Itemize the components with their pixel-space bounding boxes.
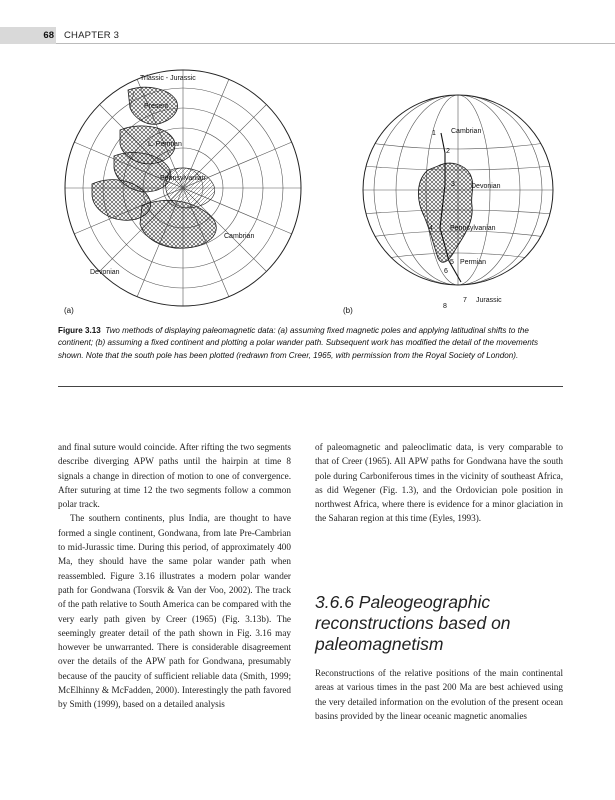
paragraph: of paleomagnetic and paleoclimatic data, is very comparable to that of Creer (1965). All APW paths for Gondwana have the south pole during Carboniferous times in the vicinity of southeast Africa, as did Wegener (Fig. 1.3), and the Ordovician pole position in northwest Africa, where there is evidence for a minor glaciation in the Saharan region at this time (Eyles, 1993). [315, 442, 563, 524]
label-b-1: 1 [432, 130, 436, 137]
panel-a-label: (a) [64, 306, 74, 315]
label-b-cambrian: Cambrian [451, 128, 482, 135]
caption-text: Two methods of displaying paleomagnetic data: (a) assuming fixed magnetic poles and applying latitudinal shifts to the continent; (b) assuming a fixed continent and plotting a polar wander path. Subsequent work has modified the detail of the movements shown. Note that the south pole has been plotted (redrawn from Creer, 1965, with permission from the Royal Society of London). [58, 326, 539, 360]
label-b-2: 2 [446, 148, 450, 155]
caption-label: Figure 3.13 [58, 326, 101, 335]
label-a-late-permian: L. Permian [148, 141, 182, 148]
paragraph: and final suture would coincide. After rifting the two segments describe diverging APW paths until the hairpin at time 8 signals a change in direction of motion to one of convergence. After suturing at time 12 the two segments follow a common polar track. [58, 442, 291, 510]
figure-caption [58, 325, 563, 362]
label-a-devonian: Devonian [90, 269, 120, 276]
page-header [0, 27, 615, 44]
running-head: CHAPTER 3 [64, 30, 120, 41]
label-a-triassic-jurassic: Triassic - Jurassic [140, 75, 196, 82]
body-column-left [58, 440, 291, 712]
label-b-8: 8 [443, 303, 447, 310]
label-a-present: Present [144, 103, 169, 110]
header-rule [56, 43, 615, 44]
label-b-devonian: Devonian [471, 183, 501, 190]
label-b-jurassic: Jurassic [476, 297, 502, 304]
caption-rule [58, 386, 563, 387]
label-a-pennsylvanian: Pennsylvanian [160, 175, 206, 182]
body-column-right-continued [315, 666, 563, 723]
label-b-6: 6 [444, 268, 448, 275]
label-b-4: 4 [429, 225, 433, 232]
label-a-cambrian: Cambrian [224, 233, 255, 240]
paragraph: The southern continents, plus India, are thought to have formed a single continent, Gondwana, from late Pre-Cambrian to mid-Jurassic time. During this period, of approximately 400 Ma, they should have the same polar wander path when reassembled. Figure 3.16 illustrates a modern polar wander path for Gondwana (Torsvik & Van der Voo, 2002). The track of the path relative to South America can be compared with the very early path given by Creer (1965) (Fig. 3.13b). The seemingly greater detail of the path shown in Fig. 3.16 may however be unwarranted. There is considerable disagreement over the details of the APW path for Gondwana, presumably because of the paucity of sufficient reliable data (Smith, 1999; McElhinny & McFadden, 2000). Interestingly the path favored by Smith (1999), based on a detailed analysis [58, 513, 291, 710]
label-b-permian: Permian [460, 259, 487, 266]
body-column-right [315, 440, 563, 526]
panel-b-globe [363, 95, 553, 285]
section-heading: 3.6.6 Paleogeographic reconstructions based on paleomagnetism [315, 592, 511, 654]
panel-b-label: (b) [343, 306, 353, 315]
page-number: 68 [43, 30, 54, 41]
figure-3-13 [58, 60, 563, 320]
label-b-7: 7 [463, 297, 467, 304]
label-b-5: 5 [450, 259, 454, 266]
label-b-pennsylvanian: Pennsylvanian [450, 225, 496, 232]
panel-b-labels [343, 128, 502, 315]
label-b-3: 3 [451, 181, 455, 188]
paragraph: Reconstructions of the relative positions of the main continental areas at various times in the past 200 Ma are best achieved using the very detailed information on the evolution of the present ocean basins provided by the linear oceanic magnetic anomalies [315, 668, 563, 721]
